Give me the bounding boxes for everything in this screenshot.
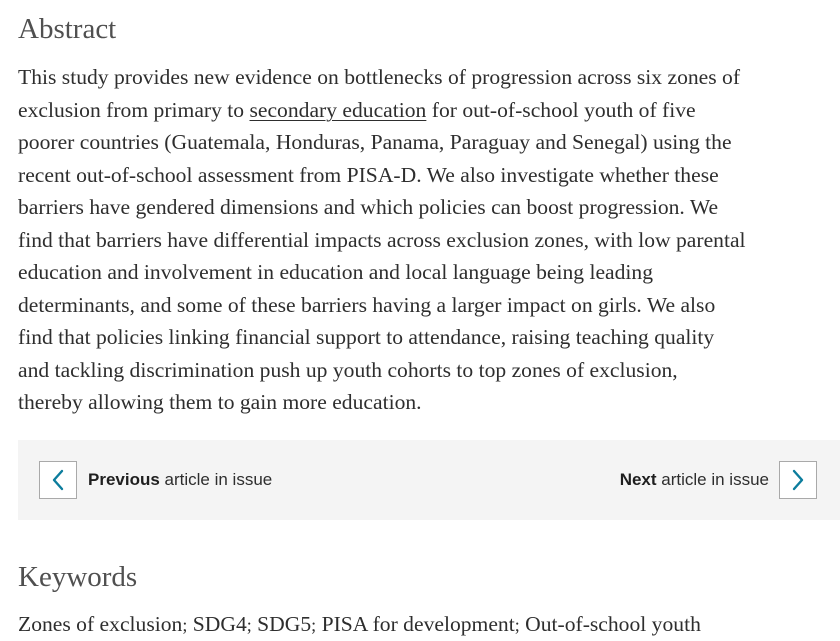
abstract-line xyxy=(18,94,840,127)
abstract-line: determinants, and some of these barriers having a larger impact on girls. We also xyxy=(18,292,716,317)
previous-article-link[interactable] xyxy=(88,468,272,492)
abstract-line: and tackling discrimination push up youth cohorts to top zones of exclusion, xyxy=(18,357,678,382)
keywords-list xyxy=(18,608,701,641)
keyword-separator: ; xyxy=(182,615,188,635)
abstract-line: This study provides new evidence on bottlenecks of progression across six zones of xyxy=(18,65,741,89)
abstract-line-part: exclusion from primary to xyxy=(18,97,250,122)
previous-article-button[interactable] xyxy=(39,461,77,499)
abstract-line-part: for out-of-school youth of five xyxy=(426,97,696,122)
previous-label-bold: Previous xyxy=(88,470,160,489)
keyword[interactable]: Zones of exclusion xyxy=(18,612,183,636)
abstract-text xyxy=(18,61,840,419)
abstract-line: find that policies linking financial support to attendance, raising teaching quality xyxy=(18,325,715,349)
abstract-heading: Abstract xyxy=(18,13,117,45)
keyword[interactable]: SDG5 xyxy=(257,612,312,636)
secondary-education-link[interactable]: secondary education xyxy=(249,97,427,122)
next-label-bold: Next xyxy=(619,470,657,489)
keyword[interactable]: Out-of-school youth xyxy=(525,612,701,636)
chevron-left-icon xyxy=(51,469,65,491)
keywords-heading: Keywords xyxy=(18,561,138,593)
previous-label-rest: article in issue xyxy=(159,470,273,489)
keyword[interactable]: SDG4 xyxy=(192,612,247,636)
abstract-line: barriers have gendered dimensions and which policies can boost progression. We xyxy=(18,195,719,219)
next-label-rest: article in issue xyxy=(656,470,769,489)
abstract-line: thereby allowing them to gain more education. xyxy=(18,390,422,414)
article-navigation xyxy=(18,440,840,520)
chevron-right-icon xyxy=(791,469,805,491)
keyword-separator: ; xyxy=(311,615,317,635)
abstract-line: find that barriers have differential impacts across exclusion zones, with low parental xyxy=(18,227,746,252)
keyword-separator: ; xyxy=(514,615,520,635)
next-article-button[interactable] xyxy=(779,461,817,499)
keyword[interactable]: PISA for development xyxy=(321,612,515,636)
next-article-link[interactable] xyxy=(620,468,769,492)
abstract-line: poorer countries (Guatemala, Honduras, Panama, Paraguay and Senegal) using the xyxy=(18,130,732,154)
keyword-separator: ; xyxy=(246,615,252,635)
abstract-line: recent out-of-school assessment from PISA-D. We also investigate whether these xyxy=(18,162,719,187)
abstract-line: education and involvement in education and local language being leading xyxy=(18,260,654,284)
